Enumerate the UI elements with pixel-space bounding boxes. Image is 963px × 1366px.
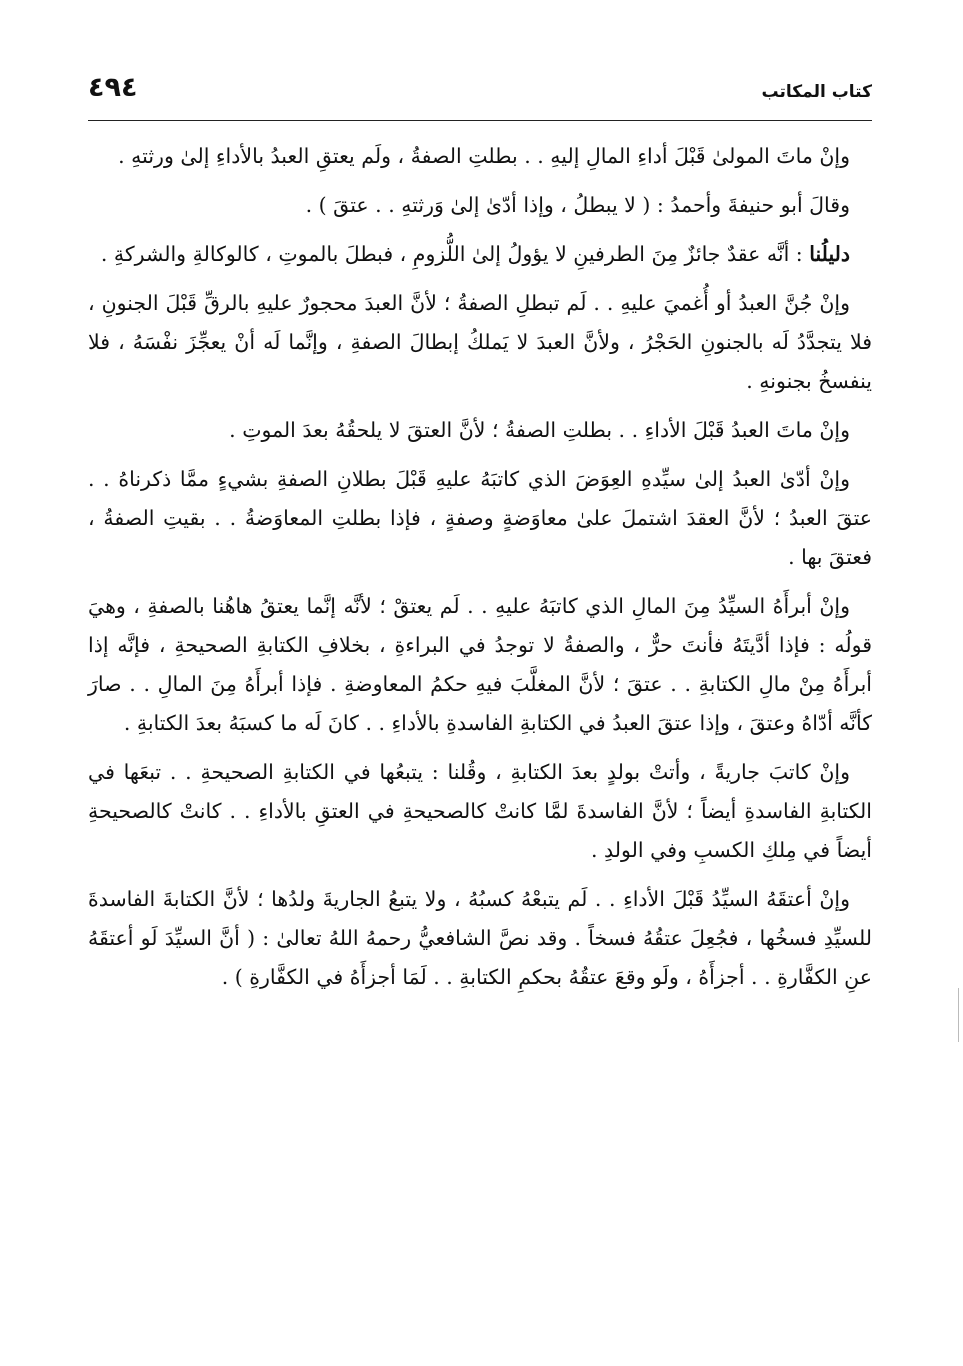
paragraph-evidence: دليلُنا : أنَّه عقدٌ جائزٌ مِنَ الطرفينِ لا يؤولُ إلىٰ اللُّزومِ ، فبطلَ بالموتِ ، كالوكالةِ والشركةِ .: [100, 242, 850, 266]
page-body: [88, 137, 872, 997]
paragraph-abu-hanifa-ahmad: وقالَ أبو حنيفةَ وأحمدُ : ( لا يبطلُ ، وإذا أدّىٰ إلىٰ وَرثتهِ . . عتقَ ) .: [305, 193, 850, 217]
page-number: ٤٩٤: [88, 72, 138, 103]
margin-mark: [958, 988, 959, 1042]
paragraph-manumission: وإنْ أعتقَهُ السيِّدُ قَبْلَ الأداءِ . . لَم يتبعْهُ كسبُهُ ، ولا يتبعُ الجاريةَ ولدُها ؛ لأنَّ الكتابةَ الفاسدةَ للسيِّدِ فسخُها ، فجُعِلَ عتقُهُ فسخاً . وقد نصَّ الشافعيُّ رحمهُ اللهُ تعالىٰ : ( أنَّ السيِّدَ لَو أعتقَهُ عنِ الكفَّارةِ . . أجزأَهُ ، ولَو وقعَ عتقُهُ بحكمِ الكتابةِ . . لَمَا أجزأَهُ في الكفَّارةِ ) .: [88, 887, 872, 989]
page-header: [88, 66, 872, 118]
header-rule: [88, 120, 872, 121]
paragraph-payment: وإنْ أدّىٰ العبدُ إلىٰ سيِّدهِ العِوَضَ الذي كاتبَهُ عليهِ قَبْلَ بطلانِ الصفةِ بشيءٍ ممَّا ذكرناهُ . . عتقَ العبدُ ؛ لأنَّ العقدَ اشتملَ علىٰ معاوَضةٍ وصفةٍ ، فإذا بطلتِ المعاوَضةُ . . بقيتِ الصفةُ ، فعتقَ بها .: [88, 467, 872, 569]
paragraph-death-of-slave: وإنْ ماتَ العبدُ قَبْلَ الأداءِ . . بطلتِ الصفةُ ؛ لأنَّ العتقَ لا يلحقُهُ بعدَ الموتِ .: [229, 418, 850, 442]
book-page: [88, 66, 872, 1007]
paragraph-death-of-master: وإنْ ماتَ المولىٰ قَبْلَ أداءِ المالِ إليهِ . . بطلتِ الصفةُ ، ولَم يعتقِ العبدُ بالأداءِ إلىٰ ورثتهِ .: [118, 144, 850, 168]
paragraph-label: دليلُنا: [809, 242, 850, 266]
paragraph-slave-woman: وإنْ كاتبَ جاريةً ، وأتتْ بولدٍ بعدَ الكتابةِ ، وقُلنا : يتبعُها في الكتابةِ الصحيحةِ . . تبعَها في الكتابةِ الفاسدةِ أيضاً ؛ لأنَّ الفاسدةَ لمَّا كانتْ كالصحيحةِ في العتقِ بالأداءِ . . كانتْ كالصحيحةِ أيضاً في مِلكِ الكسبِ وفي الولدِ .: [88, 760, 872, 862]
paragraph-insanity: وإنْ جُنَّ العبدُ أو أُغميَ عليهِ . . لَم تبطلِ الصفةُ ؛ لأنَّ العبدَ محجورٌ عليهِ بالرقِّ قَبْلَ الجنونِ ، فلا يتجدَّدُ لَه بالجنونِ الحَجْرُ ، ولأنَّ العبدَ لا يَملكُ إبطالَ الصفةِ ، وإنَّما لَه أنْ يعجِّزَ نفْسَهُ ، فلا ينفسخُ بجنونهِ .: [88, 291, 872, 393]
running-title: كتاب المكاتب: [761, 82, 872, 102]
paragraph-release: وإنْ أبرأَهُ السيِّدُ مِنَ المالِ الذي كاتبَهُ عليهِ . . لَم يعتقْ ؛ لأنَّه إنَّما يعتقُ هاهُنا بالصفةِ ، وهيَ قولُه : فإذا أدَّيتَهُ فأنتَ حرٌّ ، والصفةُ لا توجدُ في البراءةِ ، بخلافِ الكتابةِ الصحيحةِ ، فإنَّه إذا أبرأَهُ مِنْ مالِ الكتابةِ . . عتقَ ؛ لأنَّ المغلَّبَ فيهِ حكمُ المعاوضةِ . فإذا أبرأَهُ مِنَ المالِ . . صارَ كأنَّه أدّاهُ وعتقَ ، وإذا عتقَ العبدُ في الكتابةِ الفاسدةِ بالأداءِ . . كانَ لَه ما كسبَهُ بعدَ الكتابةِ .: [88, 594, 872, 735]
